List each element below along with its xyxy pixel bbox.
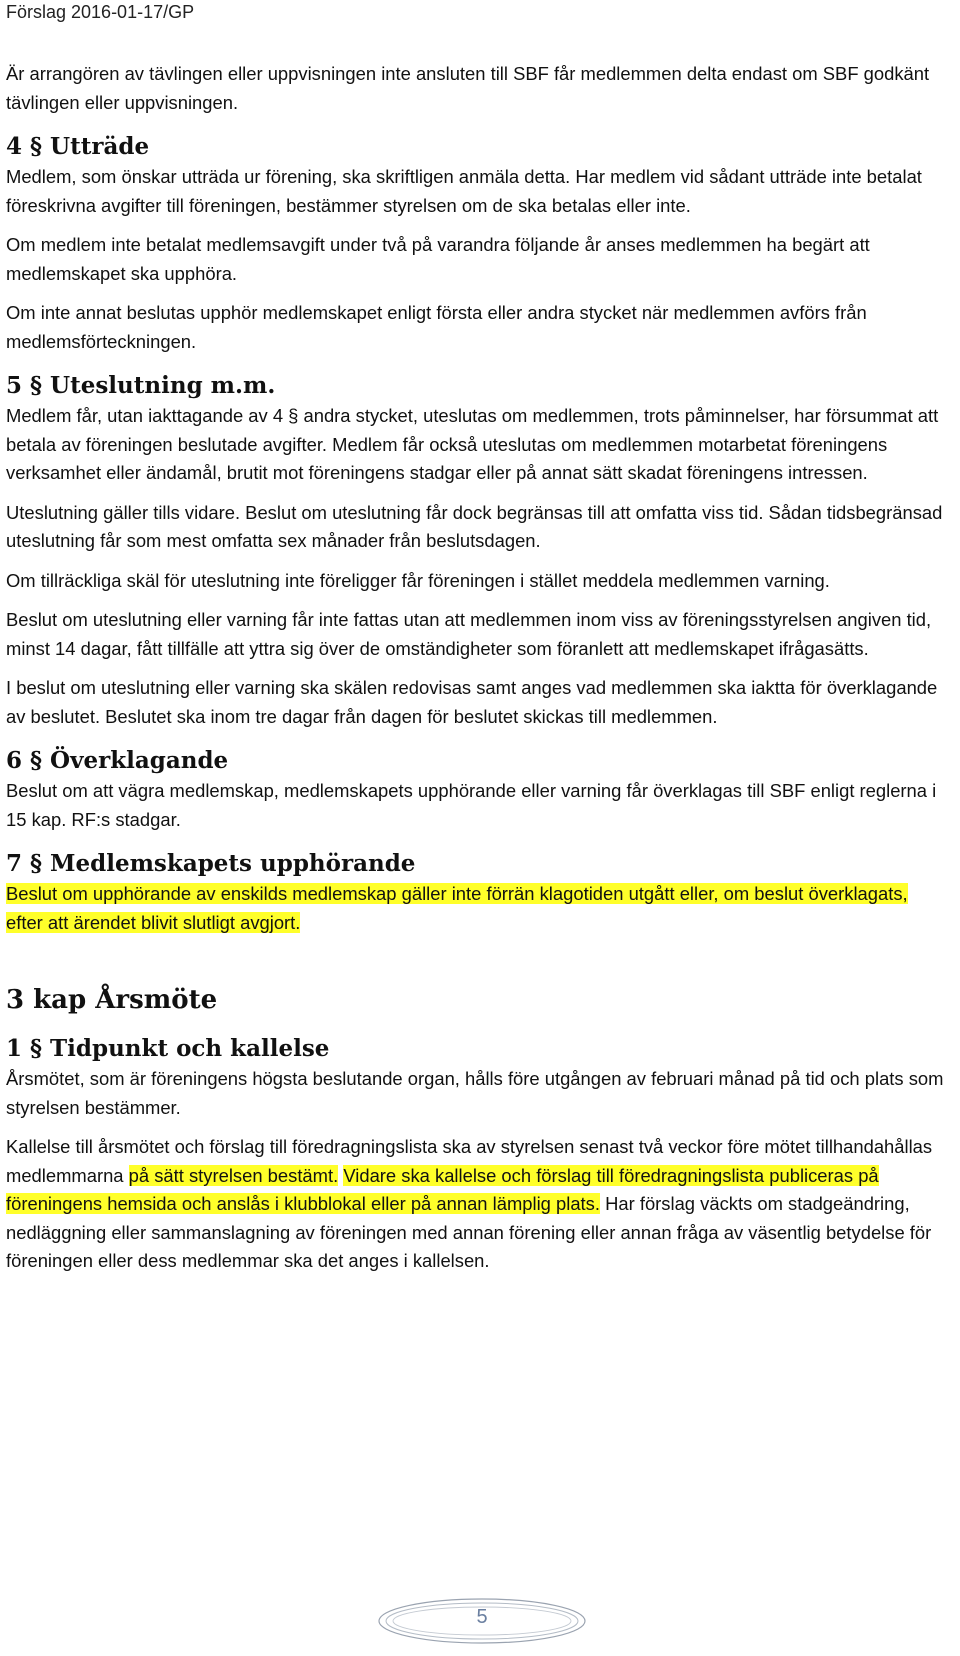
paragraph: Medlem, som önskar utträda ur förening, ska skriftligen anmäla detta. Har medlem vid sådant utträde inte betalat föreskrivna avgifter till föreningen, bestämmer styrelsen om de ska betalas eller inte. [6, 166, 922, 216]
paragraph [6, 880, 946, 937]
section-4 [6, 131, 946, 356]
highlighted-text: Beslut om upphörande av enskilds medlemskap gäller inte förrän klagotiden utgått eller, om beslut överklagats, efter att ärendet blivit slutligt avgjort. [6, 883, 908, 933]
page-number: 5 [476, 1606, 488, 1628]
text-run: Har förslag väckts om stadgeändring, nedläggning eller sammanslagning av föreningen med annan förening eller annan fråga av väsentlig betydelse för föreningen eller dess medlemmar ska det anges i kallelsen. [6, 1193, 932, 1271]
paragraph [6, 1133, 946, 1276]
chapter-heading: 3 kap Årsmöte [6, 985, 218, 1015]
paragraph: Beslut om uteslutning eller varning får inte fattas utan att medlemmen inom viss av föreningsstyrelsen angiven tid, minst 14 dagar, fått tillfälle att yttra sig över de omständigheter som föranlett att medlemskapet ifrågasätts. [6, 609, 932, 659]
paragraph: Beslut om att vägra medlemskap, medlemskapets upphörande eller varning får överklagas till SBF enligt reglerna i 15 kap. RF:s stadgar. [6, 780, 937, 830]
intro-paragraph: Är arrangören av tävlingen eller uppvisningen inte ansluten till SBF får medlemmen delta endast om SBF godkänt tävlingen eller uppvisningen. [6, 63, 930, 113]
highlighted-text: på sätt styrelsen bestämt. [128, 1164, 339, 1186]
section-6 [6, 745, 946, 834]
section-heading: 4 § Utträde [6, 133, 150, 160]
section-heading: 1 § Tidpunkt och kallelse [6, 1035, 330, 1062]
section-heading: 6 § Överklagande [6, 747, 229, 774]
section-7 [6, 848, 946, 937]
paragraph: Om inte annat beslutas upphör medlemskapet enligt första eller andra stycket när medlemmen avförs från medlemsförteckningen. [6, 302, 867, 352]
paragraph: I beslut om uteslutning eller varning ska skälen redovisas samt anges vad medlemmen ska iaktta för överklagande av beslutet. Beslutet ska inom tre dagar från dagen för beslutet skickas till medlemmen. [6, 677, 938, 727]
paragraph: Årsmötet, som är föreningens högsta beslutande organ, hålls före utgången av februari månad på tid och plats som styrelsen bestämmer. [6, 1068, 944, 1118]
section-5 [6, 370, 946, 731]
section-heading: 7 § Medlemskapets upphörande [6, 850, 416, 877]
paragraph: Uteslutning gäller tills vidare. Beslut om uteslutning får dock begränsas till att omfatta viss tid. Sådan tidsbegränsad uteslutning får som mest omfatta sex månader från beslutsdagen. [6, 501, 943, 551]
section-heading: 5 § Uteslutning m.m. [6, 372, 276, 399]
text-run: Kallelse till årsmötet och förslag till föredragningslista ska av styrelsen senast två veckor före mötet tillhandahållas medlemmarna [6, 1136, 933, 1186]
document-body [6, 60, 946, 1287]
paragraph: Om tillräckliga skäl för uteslutning inte föreligger får föreningen i stället meddela medlemmen varning. [6, 569, 830, 591]
chapter3-section-1 [6, 1033, 946, 1276]
paragraph: Om medlem inte betalat medlemsavgift under två på varandra följande år anses medlemmen ha begärt att medlemskapet ska upphöra. [6, 234, 870, 284]
page-footer [376, 1596, 588, 1646]
page-header: Förslag 2016-01-17/GP [6, 2, 195, 22]
highlighted-text: Vidare ska kallelse och förslag till föredragningslista publiceras på föreningens hemsida och anslås i klubblokal eller på annan lämplig plats. [6, 1164, 879, 1214]
paragraph: Medlem får, utan iakttagande av 4 § andra stycket, uteslutas om medlemmen, trots påminnelser, har försummat att betala av föreningen beslutade avgifter. Medlem får också uteslutas om medlemmen motarbetat föreningens verksamhet eller ändamål, brutit mot föreningens stadgar eller på annat sätt skadat föreningens intressen. [6, 405, 939, 483]
